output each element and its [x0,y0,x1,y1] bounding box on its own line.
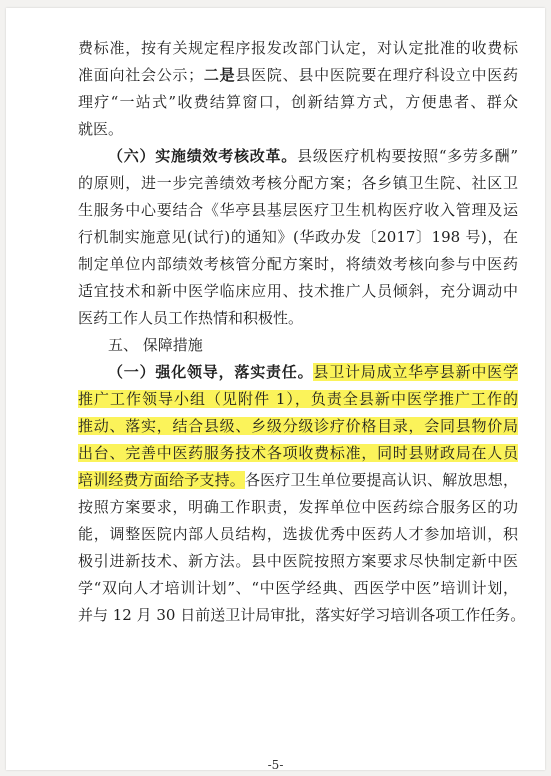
emphasis-text: 二是 [203,66,236,84]
text-run: 制定单位内部绩效考核管分配方案时，将绩效考核向参与中医药 [78,255,518,273]
highlighted-text: 出台、完善中医药服务技术各项收费标准，同时县财政局在人员 [78,444,518,462]
text-run: 生服务中心要结合《华亭县基层医疗卫生机构医疗收入管理及运 [78,201,518,219]
text-run: 费标准，按有关规定程序报发改部门认定，对认定批准的收费标 [78,39,518,57]
text-run: 并与 12 月 30 日前送卫计局审批，落实好学习培训各项工作任务。 [78,606,526,624]
text-run: 医药工作人员工作热情和积极性。 [78,309,304,327]
paragraph-line [78,65,518,85]
paragraph-line [78,119,518,139]
text-run: 的原则，进一步完善绩效考核分配方案；各乡镇卫生院、社区卫 [78,174,518,192]
section-heading-line [108,146,518,166]
paragraph-line [78,551,518,571]
document-page [6,8,545,770]
paragraph-line [78,389,518,409]
text-run: 理疗“一站式”收费结算窗口，创新结算方式，方便患者、群众 [78,93,518,111]
highlighted-text: 推广工作领导小组（见附件 1），负责全县新中医学推广工作的 [78,390,518,408]
highlighted-text: 培训经费方面给予支持。 [78,471,245,489]
text-run: 能，调整医院内部人员结构，选拔优秀中医药人才参加培训，积 [78,525,518,543]
text-run: 极引进新技术、新方法。县中医院按照方案要求尽快制定新中医 [78,552,518,570]
text-run: 准面向社会公示； [78,66,204,84]
chapter-heading-text: 五、 保障措施 [108,336,203,354]
text-run: 就医。 [78,120,124,138]
paragraph-line [78,416,518,436]
chapter-heading [108,335,518,355]
text-run: 行机制实施意见(试行)的通知》(华政办发〔2017〕198 号)，在 [78,228,518,246]
text-run: 学“双向人才培训计划”、“中医学经典、西医学中医”培训计划， [78,579,518,597]
highlighted-text: 推动、落实，结合县级、乡级分级诊疗价格目录，会同县物价局 [78,417,518,435]
paragraph-line [78,443,518,463]
text-run: 各医疗卫生单位要提高认识、解放思想， [244,471,518,489]
paragraph-line [78,470,518,490]
page-number: -5- [267,758,284,772]
section-heading: （一）强化领导，落实责任。 [108,363,314,381]
paragraph-line [78,173,518,193]
paragraph-line [78,578,518,598]
text-run: 按照方案要求，明确工作职责，发挥单位中医药综合服务区的功 [78,498,518,516]
paragraph-line [78,605,526,625]
paragraph-line [78,92,518,112]
text-run: 适宜技术和新中医学临床应用、技术推广人员倾斜，充分调动中 [78,282,518,300]
highlighted-text: 县卫计局成立华亭县新中医学 [313,363,518,381]
paragraph-line [78,38,518,58]
paragraph-line [78,308,518,328]
paragraph-line [78,200,518,220]
paragraph-line [78,497,518,517]
section-heading: （六）实施绩效考核改革。 [108,147,298,165]
text-run: 县级医疗机构要按照“多劳多酬” [297,147,518,165]
paragraph-line [78,524,518,544]
section-heading-line [108,362,518,382]
paragraph-line [78,254,518,274]
paragraph-line [78,281,518,301]
paragraph-line [78,227,518,247]
text-run: 县医院、县中医院要在理疗科设立中医药 [235,66,518,84]
